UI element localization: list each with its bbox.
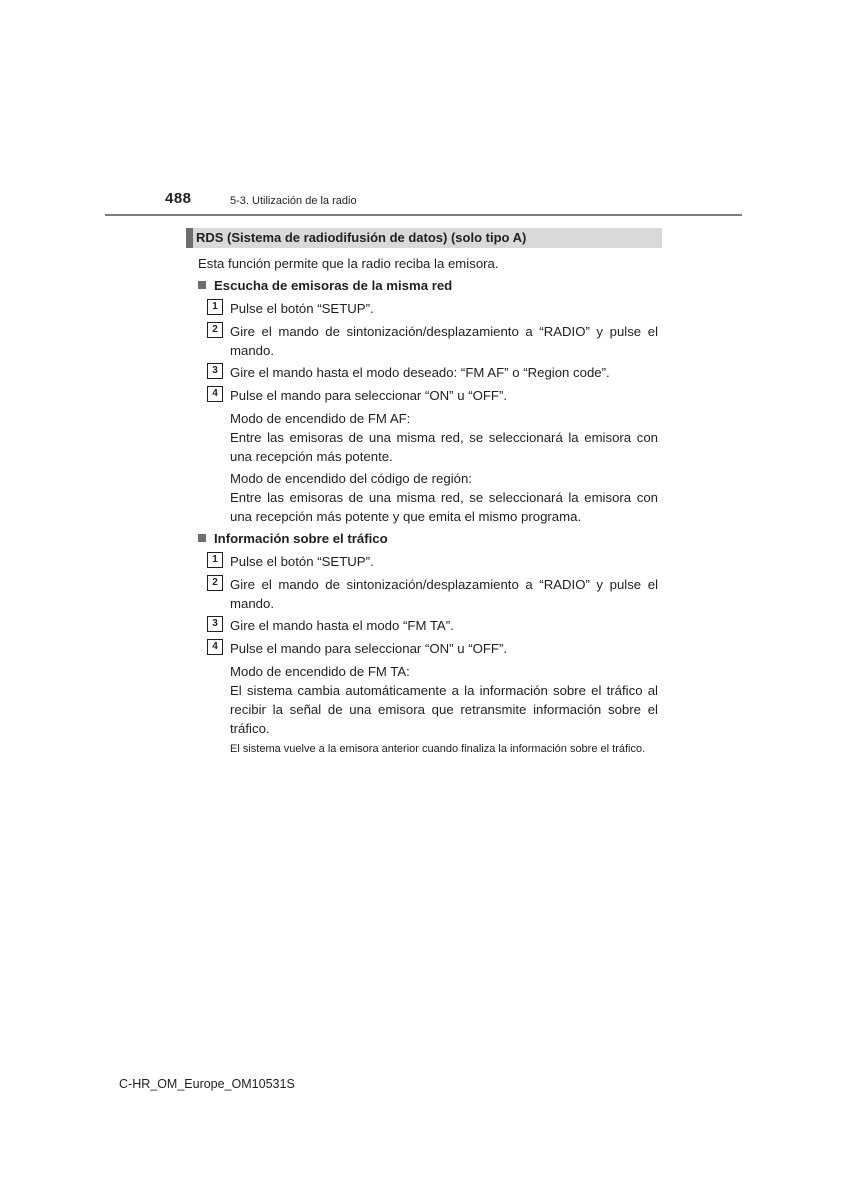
step-number: 1	[207, 552, 223, 568]
mode-label-fm-af: Modo de encendido de FM AF:	[230, 411, 411, 426]
mode-description-region-code: Entre las emisoras de una misma red, se seleccionará la emisora con una recepción más potente y que emita el mismo programa.	[230, 490, 658, 524]
step-number: 2	[207, 575, 223, 591]
step-number: 3	[207, 363, 223, 379]
step-text: Pulse el botón “SETUP”.	[230, 301, 374, 316]
subsection-heading-traffic	[198, 529, 388, 548]
step-number: 4	[207, 386, 223, 402]
square-bullet-icon	[198, 534, 206, 542]
section-title: RDS (Sistema de radiodifusión de datos) (solo tipo A)	[186, 228, 662, 248]
mode-label-fm-ta: Modo de encendido de FM TA:	[230, 664, 410, 679]
step-number: 3	[207, 616, 223, 632]
step-number: 1	[207, 299, 223, 315]
traffic-note: El sistema vuelve a la emisora anterior cuando finaliza la información sobre el tráfico.	[230, 743, 646, 755]
subsection-heading-label: Escucha de emisoras de la misma red	[214, 278, 453, 293]
step-text: Gire el mando de sintonización/desplazamiento a “RADIO” y pulse el mando.	[230, 324, 658, 358]
subsection-heading-label: Información sobre el tráfico	[214, 531, 388, 546]
header-divider	[105, 214, 742, 216]
step-number: 4	[207, 639, 223, 655]
mode-description-fm-af: Entre las emisoras de una misma red, se seleccionará la emisora con una recepción más potente.	[230, 430, 658, 464]
document-code: C-HR_OM_Europe_OM10531S	[119, 1077, 295, 1091]
mode-description-fm-ta: El sistema cambia automáticamente a la información sobre el tráfico al recibir la señal de una emisora que retransmite información sobre el tráfico.	[230, 683, 658, 736]
square-bullet-icon	[198, 281, 206, 289]
step-text: Pulse el mando para seleccionar “ON” u “OFF”.	[230, 388, 508, 403]
page-number: 488	[165, 190, 192, 207]
subsection-heading-same-network	[198, 276, 452, 295]
step-text: Pulse el mando para seleccionar “ON” u “OFF”.	[230, 641, 508, 656]
chapter-title: 5-3. Utilización de la radio	[230, 195, 357, 207]
step-number: 2	[207, 322, 223, 338]
step-text: Gire el mando hasta el modo “FM TA”.	[230, 618, 454, 633]
step-text: Gire el mando hasta el modo deseado: “FM AF” o “Region code”.	[230, 365, 610, 380]
mode-label-region-code: Modo de encendido del código de región:	[230, 471, 472, 486]
section-intro: Esta función permite que la radio reciba la emisora.	[198, 256, 499, 271]
step-text: Gire el mando de sintonización/desplazamiento a “RADIO” y pulse el mando.	[230, 577, 658, 611]
step-text: Pulse el botón “SETUP”.	[230, 554, 374, 569]
